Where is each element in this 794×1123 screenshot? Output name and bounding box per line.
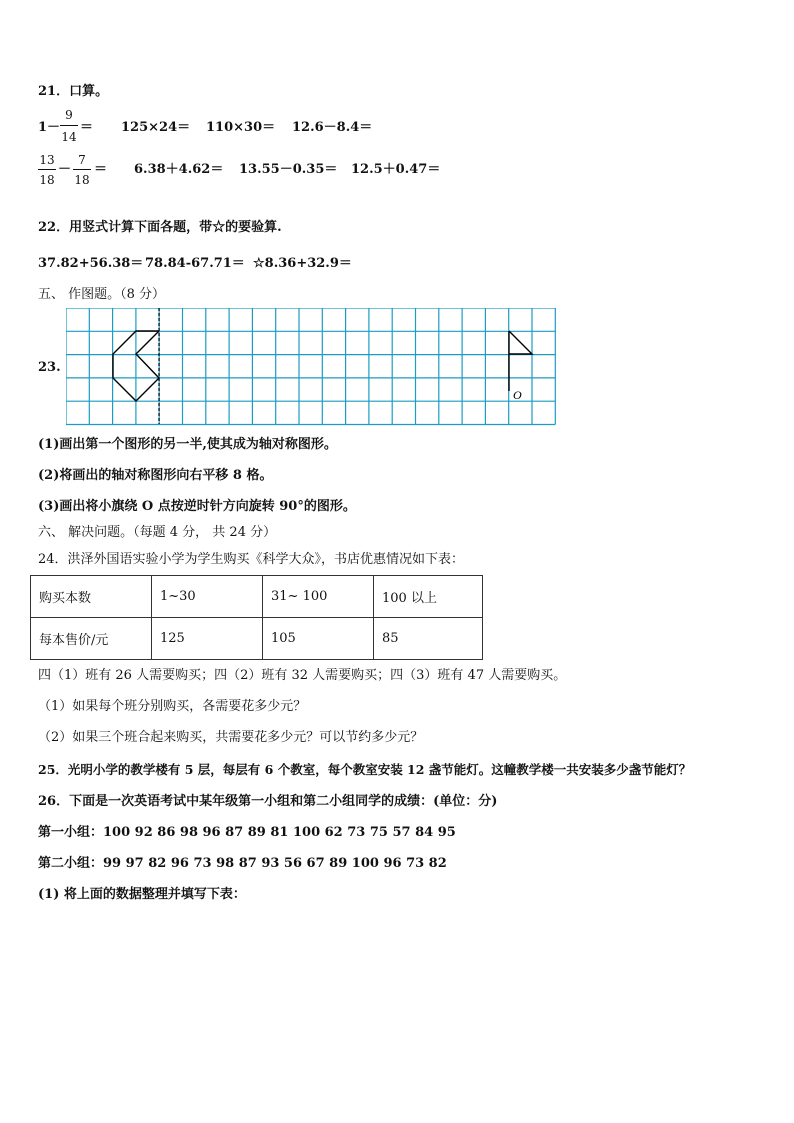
table-cell: 31~ 100 <box>263 576 374 618</box>
table-cell: 125 <box>152 618 263 660</box>
q21-expr-6: 12.5＋0.47＝ <box>351 162 441 177</box>
q23-instruction-3: (3)画出将小旗绕 O 点按逆时针方向旋转 90°的图形。 <box>38 499 356 514</box>
q23-instruction-2: (2)将画出的轴对称图形向右平移 8 格。 <box>38 468 273 483</box>
q25-text: 25．光明小学的教学楼有 5 层，每层有 6 个教室，每个教室安装 12 盏节能灯。这幢教学楼一共安装多少盏节能灯？ <box>38 762 692 777</box>
q24-subquestion-2: （2）如果三个班合起来购买，共需要花多少元？可以节约多少元？ <box>38 730 424 745</box>
table-cell: 每本售价/元 <box>31 618 152 660</box>
q21-frac2b-bar <box>73 169 91 170</box>
q21-frac2b-numerator: 7 <box>78 153 86 167</box>
table-row <box>31 618 483 660</box>
q21-title: 21．口算。 <box>38 84 109 99</box>
table-cell: 1~30 <box>152 576 263 618</box>
q23-drawing-grid <box>66 308 558 426</box>
q21-frac2a-denominator: 18 <box>39 173 55 187</box>
table-cell: 100 以上 <box>374 576 483 618</box>
q21-frac1-whole: 1－ <box>38 120 61 135</box>
q21-frac1-numerator: 9 <box>65 108 73 122</box>
q26-subquestion-1: (1) 将上面的数据整理并填写下表： <box>38 887 246 902</box>
section5-heading: 五、 作图题。（8 分） <box>38 287 166 302</box>
table-cell: 105 <box>263 618 374 660</box>
q22-title: 22．用竖式计算下面各题，带☆的要验算. <box>38 220 282 235</box>
table-cell: 85 <box>374 618 483 660</box>
q21-expr-1: 125×24＝ <box>121 120 191 135</box>
section6-heading: 六、 解决问题。（每题 4 分， 共 24 分） <box>38 525 277 540</box>
q22-expr-1: 37.82+56.38＝ <box>38 256 144 271</box>
q21-frac1-denominator: 14 <box>61 130 77 144</box>
flag-triangle <box>509 331 532 354</box>
q21-expr-3: 12.6－8.4＝ <box>292 120 373 135</box>
table-row <box>31 576 483 618</box>
q21-expr-2: 110×30＝ <box>206 120 276 135</box>
q26-group2-scores: 第二小组：99 97 82 96 73 98 87 93 56 67 89 100 96 73 82 <box>38 856 447 871</box>
q21-frac2b-denominator: 18 <box>74 173 90 187</box>
q24-subquestion-1: （1）如果每个班分别购买，各需要花多少元？ <box>38 699 307 714</box>
q21-expr-5: 13.55－0.35＝ <box>239 162 338 177</box>
point-o-label: O <box>513 388 522 402</box>
q21-expr-4: 6.38＋4.62＝ <box>134 162 224 177</box>
q24-class-info: 四（1）班有 26 人需要购买；四（2）班有 32 人需要购买；四（3）班有 47 人需要购买。 <box>38 668 567 683</box>
q21-frac2a-bar <box>38 169 56 170</box>
q21-frac1-equals: ＝ <box>80 120 94 135</box>
price-table <box>30 575 483 660</box>
q21-frac2-equals: ＝ <box>94 162 108 177</box>
q23-instruction-1: (1)画出第一个图形的另一半,使其成为轴对称图形。 <box>38 437 337 452</box>
q21-frac2a-numerator: 13 <box>39 153 55 167</box>
q24-title: 24．洪泽外国语实验小学为学生购买《科学大众》，书店优惠情况如下表： <box>38 552 465 567</box>
q21-frac2-minus: － <box>58 162 72 177</box>
q22-expr-3: ☆8.36+32.9＝ <box>253 256 352 271</box>
q23-number: 23. <box>38 360 61 375</box>
q21-frac1-bar <box>60 125 78 126</box>
q26-title: 26．下面是一次英语考试中某年级第一小组和第二小组同学的成绩：(单位：分) <box>38 794 498 809</box>
table-cell: 购买本数 <box>31 576 152 618</box>
q26-group1-scores: 第一小组：100 92 86 98 96 87 89 81 100 62 73 75 57 84 95 <box>38 825 456 840</box>
q22-expr-2: 78.84-67.71＝ <box>145 256 245 271</box>
